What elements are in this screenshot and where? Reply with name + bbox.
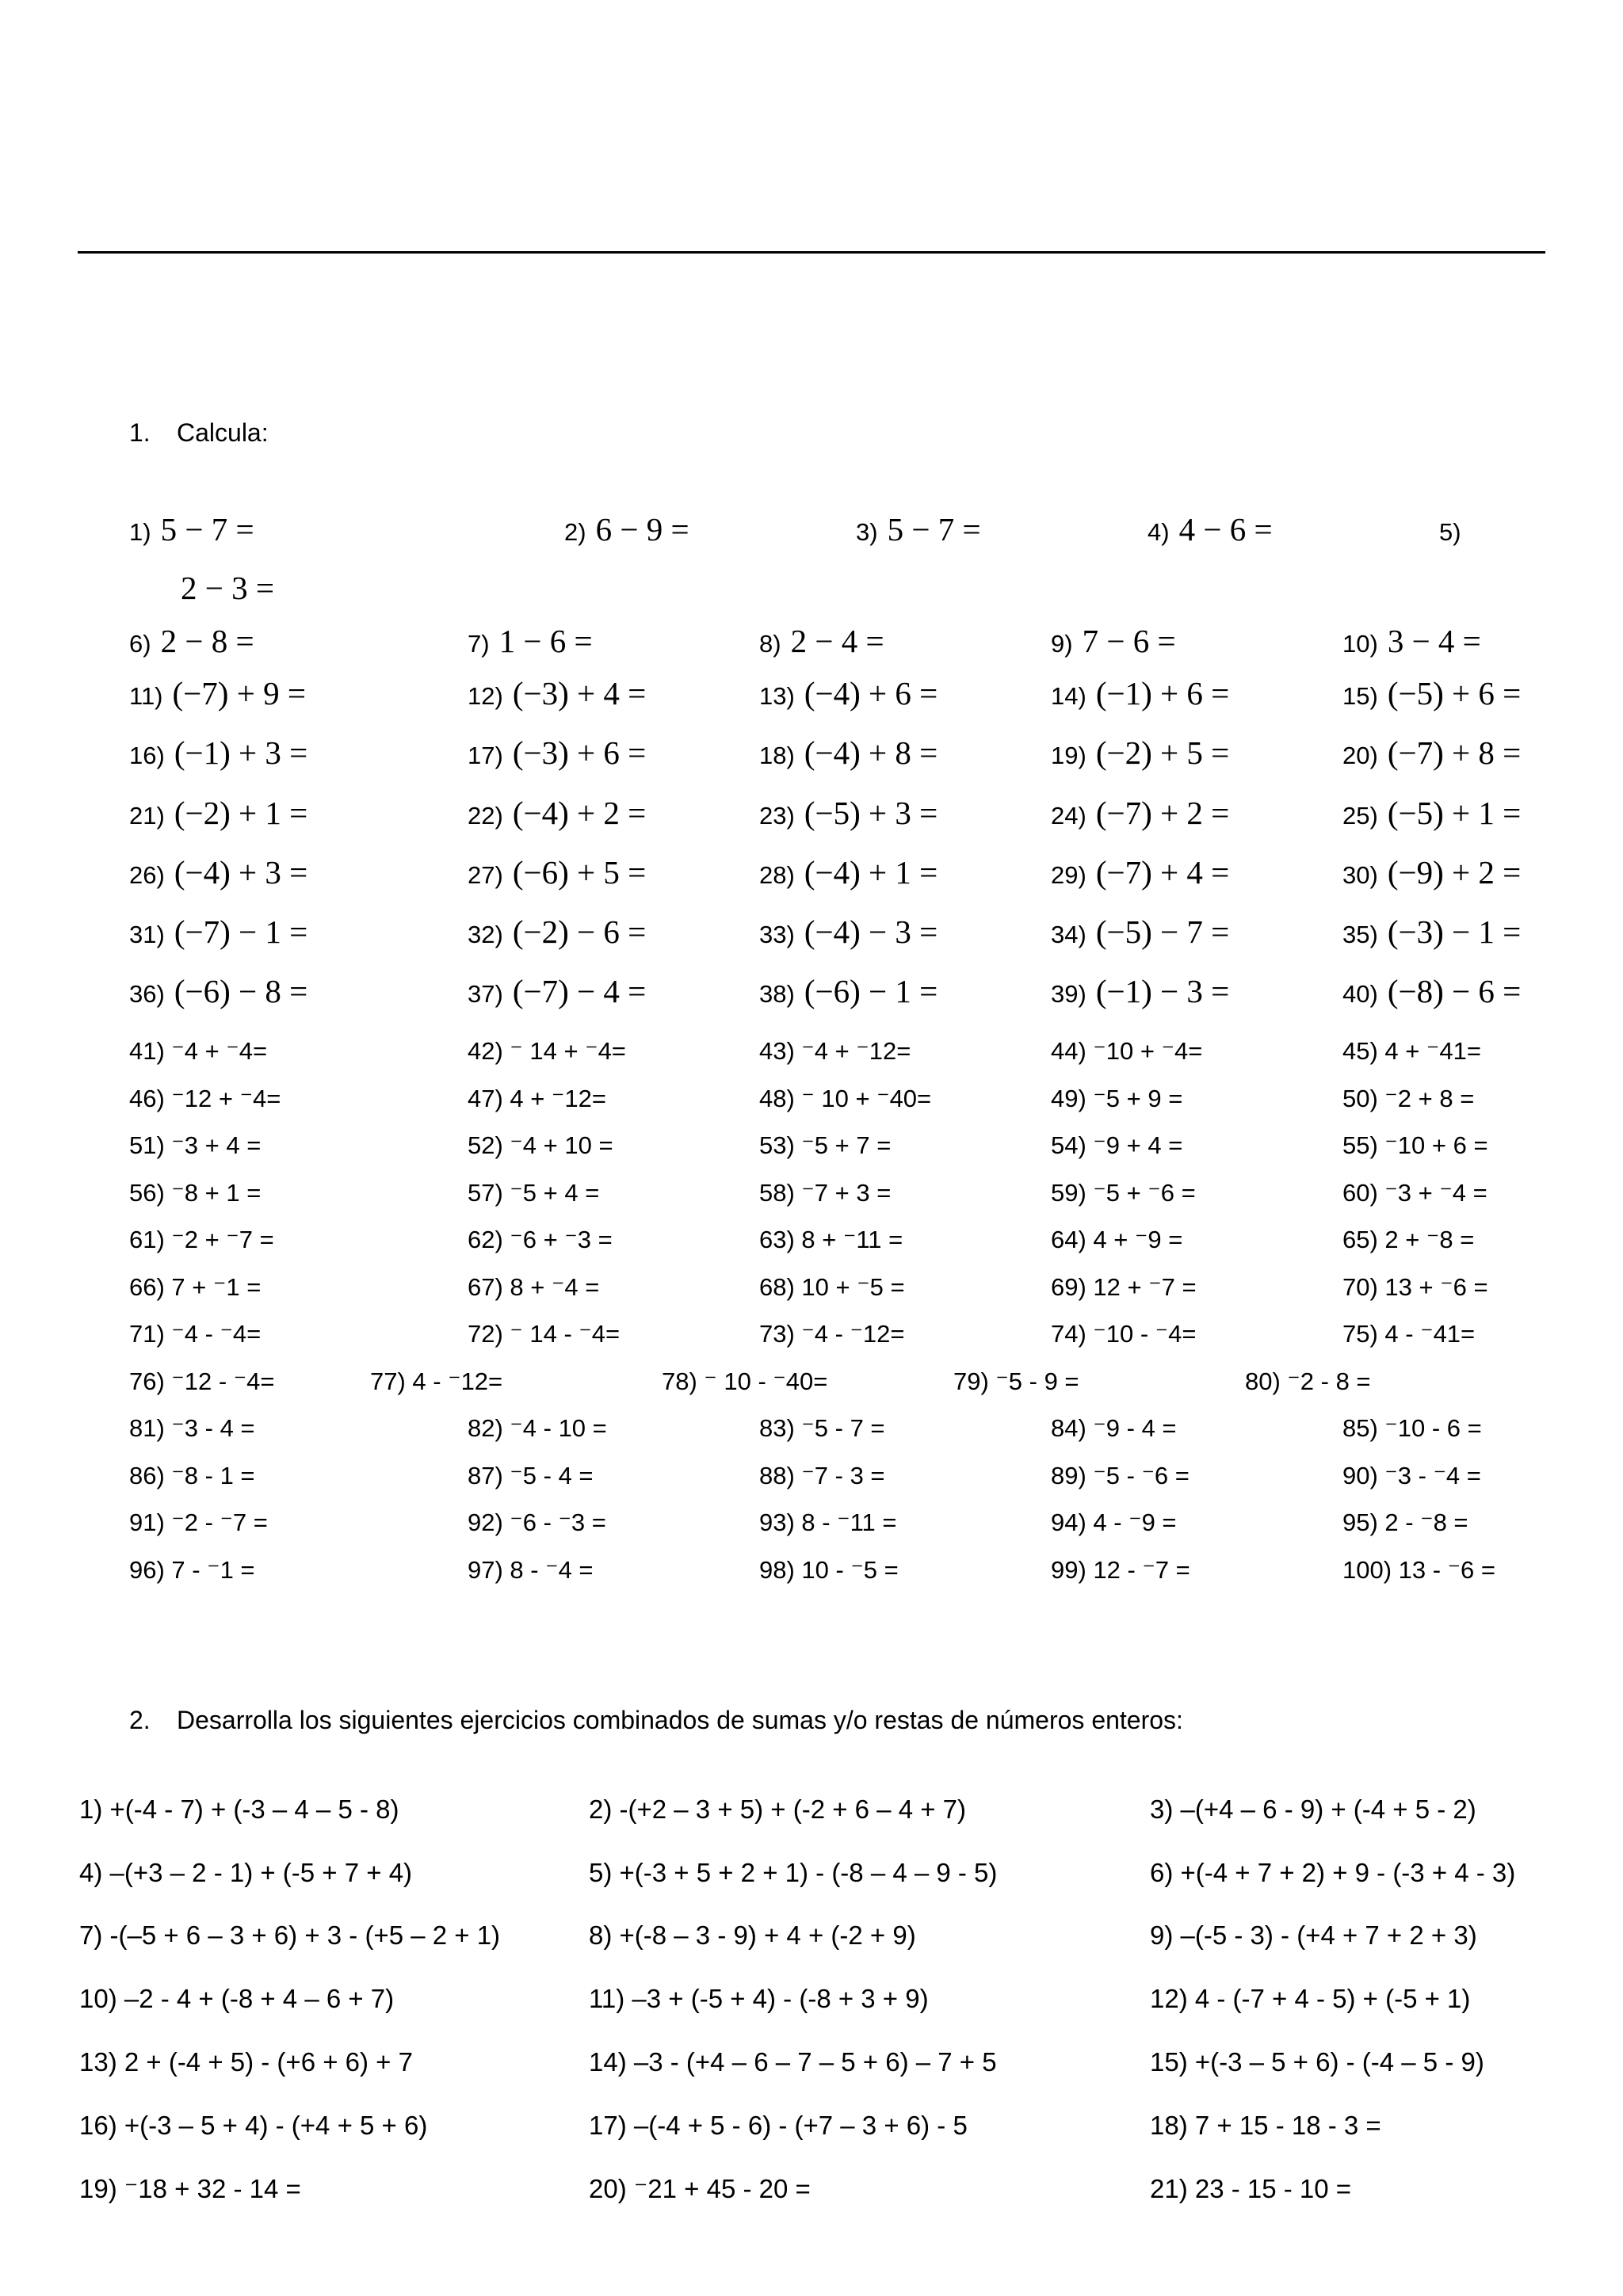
exercise-item: 71) ⁻4 - ⁻4=	[129, 1320, 262, 1348]
exercise-item: 96) 7 - ⁻1 =	[129, 1556, 255, 1584]
exercise-expression: (−7) − 1 =	[174, 913, 308, 950]
exercise-item: 89) ⁻5 - ⁻6 =	[1051, 1462, 1190, 1489]
combined-exercise: 11) –3 + (-5 + 4) - (-8 + 3 + 9)	[589, 1984, 929, 2013]
exercise-item: 53) ⁻5 + 7 =	[759, 1131, 892, 1159]
exercise-number: 30)	[1342, 861, 1378, 889]
exercise-number: 16)	[129, 742, 165, 769]
exercise-item: 76) ⁻12 - ⁻4=	[129, 1367, 275, 1395]
exercise-number: 14)	[1051, 682, 1086, 710]
exercise-item	[1148, 513, 1273, 546]
combined-exercise: 13) 2 + (-4 + 5) - (+6 + 6) + 7	[79, 2047, 413, 2077]
combined-exercise: 12) 4 - (-7 + 4 - 5) + (-5 + 1)	[1150, 1984, 1471, 2013]
exercise-number: 25)	[1342, 802, 1378, 830]
exercise-item: 94) 4 - ⁻9 =	[1051, 1508, 1177, 1536]
combined-exercise: 8) +(-8 – 3 - 9) + 4 + (-2 + 9)	[589, 1920, 916, 1950]
exercise-item: 61) ⁻2 + ⁻7 =	[129, 1226, 274, 1253]
exercise-expression: (−2) − 6 =	[512, 913, 647, 950]
exercise-item	[129, 856, 307, 889]
combined-exercise: 17) –(-4 + 5 - 6) - (+7 – 3 + 6) - 5	[589, 2111, 968, 2140]
exercise-expression: 5 − 7 =	[887, 511, 981, 547]
exercise-expression: 5 − 7 =	[160, 511, 254, 547]
exercise-number: 15)	[1342, 682, 1378, 710]
exercise-expression: (−2) + 1 =	[174, 795, 308, 831]
exercise-item	[468, 734, 647, 771]
exercise-item: 83) ⁻5 - 7 =	[759, 1414, 885, 1442]
exercise-item: 70) 13 + ⁻6 =	[1342, 1273, 1488, 1301]
exercise-item	[564, 513, 689, 546]
exercise-number: 12)	[468, 682, 503, 710]
exercise-item	[468, 677, 646, 710]
exercise-expression: (−8) − 6 =	[1387, 973, 1522, 1009]
exercise-item: 57) ⁻5 + 4 =	[468, 1179, 600, 1207]
exercise-number: 7)	[468, 630, 490, 658]
exercise-expression: (−3) + 4 =	[512, 675, 647, 711]
exercise-expression: 6 − 9 =	[595, 511, 689, 547]
exercise-item: 44) ⁻10 + ⁻4=	[1051, 1037, 1203, 1065]
exercise-item: 78) ⁻ 10 - ⁻40=	[662, 1367, 828, 1395]
exercise-expression: (−3) − 1 =	[1387, 913, 1522, 950]
exercise-item	[468, 913, 647, 950]
exercise-expression: (−4) + 2 =	[512, 795, 647, 831]
exercise-item	[129, 677, 306, 710]
exercise-expression: (−7) + 4 =	[1095, 854, 1230, 891]
exercise-expression: (−2) + 5 =	[1095, 734, 1230, 771]
exercise-expression: (−3) + 6 =	[512, 734, 647, 771]
exercise-number: 18)	[759, 742, 795, 769]
exercise-item: 46) ⁻12 + ⁻4=	[129, 1085, 281, 1112]
exercise-item: 64) 4 + ⁻9 =	[1051, 1226, 1183, 1253]
exercise-number: 22)	[468, 802, 503, 830]
combined-exercise: 5) +(-3 + 5 + 2 + 1) - (-8 – 4 – 9 - 5)	[589, 1858, 998, 1887]
combined-exercise: 3) –(+4 – 6 - 9) + (-4 + 5 - 2)	[1150, 1794, 1476, 1824]
exercise-number: 23)	[759, 802, 795, 830]
exercise-expression: (−4) + 3 =	[174, 854, 308, 891]
exercise-item	[1342, 856, 1521, 889]
exercise-number: 3)	[856, 518, 878, 546]
exercise-expression: (−9) + 2 =	[1387, 854, 1522, 891]
exercise-item: 42) ⁻ 14 + ⁻4=	[468, 1037, 626, 1065]
exercise-item: 55) ⁻10 + 6 =	[1342, 1131, 1488, 1159]
exercise-item: 50) ⁻2 + 8 =	[1342, 1085, 1475, 1112]
exercise-item: 91) ⁻2 - ⁻7 =	[129, 1508, 268, 1536]
exercise-item: 84) ⁻9 - 4 =	[1051, 1414, 1177, 1442]
exercise-item	[759, 625, 884, 658]
exercise-number: 29)	[1051, 861, 1086, 889]
exercise-item	[1051, 797, 1229, 830]
exercise-item: 92) ⁻6 - ⁻3 =	[468, 1508, 606, 1536]
exercise-item: 81) ⁻3 - 4 =	[129, 1414, 255, 1442]
exercise-item: 75) 4 - ⁻41=	[1342, 1320, 1476, 1348]
combined-exercise: 18) 7 + 15 - 18 - 3 =	[1150, 2111, 1381, 2140]
exercise-expression: (−4) + 1 =	[804, 854, 938, 891]
exercise-item: 99) 12 - ⁻7 =	[1051, 1556, 1190, 1584]
exercise-number: 4)	[1148, 518, 1170, 546]
exercise-number: 2)	[564, 518, 586, 546]
exercise-item: 86) ⁻8 - 1 =	[129, 1462, 255, 1489]
exercise-expression: (−7) + 2 =	[1095, 795, 1230, 831]
exercise-item	[129, 734, 308, 771]
exercise-expression: (−6) − 8 =	[174, 973, 308, 1009]
exercise-item: 59) ⁻5 + ⁻6 =	[1051, 1179, 1196, 1207]
exercise-item: 47) 4 + ⁻12=	[468, 1085, 606, 1112]
exercise-number: 20)	[1342, 742, 1378, 769]
exercise-item: 49) ⁻5 + 9 =	[1051, 1085, 1183, 1112]
exercise-item	[129, 913, 308, 950]
header-rule	[78, 251, 1545, 254]
exercise-item: 95) 2 - ⁻8 =	[1342, 1508, 1468, 1536]
exercise-item	[759, 913, 938, 950]
exercise-item: 72) ⁻ 14 - ⁻4=	[468, 1320, 621, 1348]
exercise-item: 60) ⁻3 + ⁻4 =	[1342, 1179, 1487, 1207]
exercise-number: 32)	[468, 921, 503, 948]
exercise-number: 26)	[129, 861, 165, 889]
exercise-item: 73) ⁻4 - ⁻12=	[759, 1320, 905, 1348]
exercise-item	[1051, 734, 1230, 771]
exercise-number: 38)	[759, 980, 795, 1008]
exercise-expression: (−7) + 8 =	[1387, 734, 1522, 771]
exercise-expression: 4 − 6 =	[1178, 511, 1273, 547]
exercise-item: 88) ⁻7 - 3 =	[759, 1462, 885, 1489]
exercise-item: 82) ⁻4 - 10 =	[468, 1414, 607, 1442]
exercise-expression: (−5) + 6 =	[1387, 675, 1522, 711]
exercise-item: 100) 13 - ⁻6 =	[1342, 1556, 1496, 1584]
exercise-expression: 2 − 4 =	[790, 623, 884, 659]
exercise-item: 66) 7 + ⁻1 =	[129, 1273, 262, 1301]
combined-exercise: 15) +(-3 – 5 + 6) - (-4 – 5 - 9)	[1150, 2047, 1484, 2077]
exercise-item: 79) ⁻5 - 9 =	[953, 1367, 1079, 1395]
exercise-item	[468, 625, 593, 658]
exercise-number: 36)	[129, 980, 165, 1008]
exercise-number: 8)	[759, 630, 781, 658]
exercise-expression: (−1) + 3 =	[174, 734, 308, 771]
section-2-number: 2.	[129, 1706, 151, 1734]
exercise-number: 19)	[1051, 742, 1086, 769]
combined-exercise: 4) –(+3 – 2 - 1) + (-5 + 7 + 4)	[79, 1858, 413, 1887]
combined-exercise: 14) –3 - (+4 – 6 – 7 – 5 + 6) – 7 + 5	[589, 2047, 997, 2077]
exercise-item	[1051, 856, 1229, 889]
exercise-item: 54) ⁻9 + 4 =	[1051, 1131, 1183, 1159]
exercise-item	[1342, 975, 1521, 1008]
exercise-expression: (−4) + 6 =	[804, 675, 938, 711]
exercise-item: 98) 10 - ⁻5 =	[759, 1556, 899, 1584]
exercise-number: 24)	[1051, 802, 1086, 830]
exercise-item	[129, 513, 254, 546]
exercise-item: 48) ⁻ 10 + ⁻40=	[759, 1085, 932, 1112]
exercise-expression: (−5) − 7 =	[1095, 913, 1230, 950]
exercise-item: 51) ⁻3 + 4 =	[129, 1131, 262, 1159]
exercise-item	[1051, 677, 1229, 710]
exercise-item	[1342, 625, 1481, 658]
combined-exercise: 7) -(–5 + 6 – 3 + 6) + 3 - (+5 – 2 + 1)	[79, 1920, 501, 1950]
exercise-number: 6)	[129, 630, 151, 658]
exercise-number: 9)	[1051, 630, 1073, 658]
exercise-item	[1051, 625, 1176, 658]
exercise-expression: (−5) + 1 =	[1387, 795, 1522, 831]
exercise-item: 43) ⁻4 + ⁻12=	[759, 1037, 911, 1065]
exercise-item	[759, 856, 938, 889]
exercise-item: 74) ⁻10 - ⁻4=	[1051, 1320, 1197, 1348]
exercise-number: 13)	[759, 682, 795, 710]
exercise-item	[1051, 975, 1229, 1008]
exercise-expression: (−6) − 1 =	[804, 973, 938, 1009]
exercise-item	[856, 513, 981, 546]
exercise-item	[1439, 513, 1471, 546]
exercise-expression: (−5) + 3 =	[804, 795, 938, 831]
section-1-title: Calcula:	[177, 418, 269, 447]
exercise-number: 31)	[129, 921, 165, 948]
exercise-item	[759, 734, 938, 771]
exercise-number: 33)	[759, 921, 795, 948]
exercise-number: 27)	[468, 861, 503, 889]
exercise-number: 5)	[1439, 518, 1461, 546]
exercise-item	[468, 797, 646, 830]
combined-exercise: 1) +(-4 - 7) + (-3 – 4 – 5 - 8)	[79, 1794, 399, 1824]
exercise-expression: 1 − 6 =	[498, 623, 593, 659]
exercise-item: 58) ⁻7 + 3 =	[759, 1179, 892, 1207]
exercise-item	[468, 975, 646, 1008]
exercise-item: 52) ⁻4 + 10 =	[468, 1131, 613, 1159]
exercise-expression: (−4) + 8 =	[804, 734, 938, 771]
exercise-item: 69) 12 + ⁻7 =	[1051, 1273, 1197, 1301]
section-2-title: Desarrolla los siguientes ejercicios combinados de sumas y/o restas de números enteros:	[177, 1706, 1183, 1734]
exercise-item	[759, 677, 938, 710]
exercise-5-expression: 2 − 3 =	[181, 570, 274, 606]
exercise-item: 45) 4 + ⁻41=	[1342, 1037, 1481, 1065]
exercise-number: 40)	[1342, 980, 1378, 1008]
combined-exercise: 10) –2 - 4 + (-8 + 4 – 6 + 7)	[79, 1984, 395, 2013]
exercise-item	[1342, 677, 1521, 710]
exercise-expression: (−1) + 6 =	[1095, 675, 1230, 711]
exercise-item: 65) 2 + ⁻8 =	[1342, 1226, 1475, 1253]
exercise-item	[129, 975, 307, 1008]
exercise-item: 80) ⁻2 - 8 =	[1245, 1367, 1371, 1395]
combined-exercise: 6) +(-4 + 7 + 2) + 9 - (-3 + 4 - 3)	[1150, 1858, 1516, 1887]
exercise-item: 77) 4 - ⁻12=	[370, 1367, 503, 1395]
combined-exercise: 9) –(-5 - 3) - (+4 + 7 + 2 + 3)	[1150, 1920, 1477, 1950]
exercise-item: 85) ⁻10 - 6 =	[1342, 1414, 1482, 1442]
exercise-item	[759, 975, 938, 1008]
exercise-item: 62) ⁻6 + ⁻3 =	[468, 1226, 613, 1253]
exercise-item: 68) 10 + ⁻5 =	[759, 1273, 905, 1301]
exercise-number: 17)	[468, 742, 503, 769]
exercise-number: 39)	[1051, 980, 1086, 1008]
exercise-item: 63) 8 + ⁻11 =	[759, 1226, 903, 1253]
exercise-number: 21)	[129, 802, 165, 830]
combined-exercise: 20) ⁻21 + 45 - 20 =	[589, 2174, 811, 2203]
exercise-expression: (−6) + 5 =	[512, 854, 647, 891]
exercise-number: 1)	[129, 518, 151, 546]
exercise-item: 67) 8 + ⁻4 =	[468, 1273, 600, 1301]
exercise-item: 93) 8 - ⁻11 =	[759, 1508, 897, 1536]
exercise-expression: 2 − 8 =	[160, 623, 254, 659]
exercise-item: 41) ⁻4 + ⁻4=	[129, 1037, 268, 1065]
exercise-item	[1342, 913, 1522, 950]
exercise-number: 11)	[129, 682, 163, 710]
exercise-item	[1342, 797, 1521, 830]
exercise-item	[1342, 734, 1522, 771]
exercise-expression: (−7) − 4 =	[512, 973, 647, 1009]
combined-exercise: 2) -(+2 – 3 + 5) + (-2 + 6 – 4 + 7)	[589, 1794, 967, 1824]
exercise-item: 87) ⁻5 - 4 =	[468, 1462, 594, 1489]
exercise-expression: (−1) − 3 =	[1095, 973, 1230, 1009]
exercise-item	[759, 797, 938, 830]
combined-exercise: 19) ⁻18 + 32 - 14 =	[79, 2174, 301, 2203]
exercise-item	[468, 856, 646, 889]
exercise-number: 35)	[1342, 921, 1378, 948]
exercise-item	[1051, 913, 1230, 950]
exercise-expression: 7 − 6 =	[1082, 623, 1176, 659]
exercise-number: 34)	[1051, 921, 1086, 948]
exercise-number: 28)	[759, 861, 795, 889]
exercise-item	[129, 625, 254, 658]
exercise-expression: (−7) + 9 =	[172, 675, 306, 711]
exercise-item	[129, 797, 307, 830]
exercise-number: 37)	[468, 980, 503, 1008]
section-1-number: 1.	[129, 418, 151, 447]
exercise-item: 56) ⁻8 + 1 =	[129, 1179, 262, 1207]
exercise-expression: (−4) − 3 =	[804, 913, 938, 950]
exercise-number: 10)	[1342, 630, 1378, 658]
combined-exercise: 21) 23 - 15 - 10 =	[1150, 2174, 1352, 2203]
exercise-item: 97) 8 - ⁻4 =	[468, 1556, 594, 1584]
exercise-expression: 3 − 4 =	[1387, 623, 1481, 659]
combined-exercise: 16) +(-3 – 5 + 4) - (+4 + 5 + 6)	[79, 2111, 428, 2140]
exercise-item: 90) ⁻3 - ⁻4 =	[1342, 1462, 1481, 1489]
